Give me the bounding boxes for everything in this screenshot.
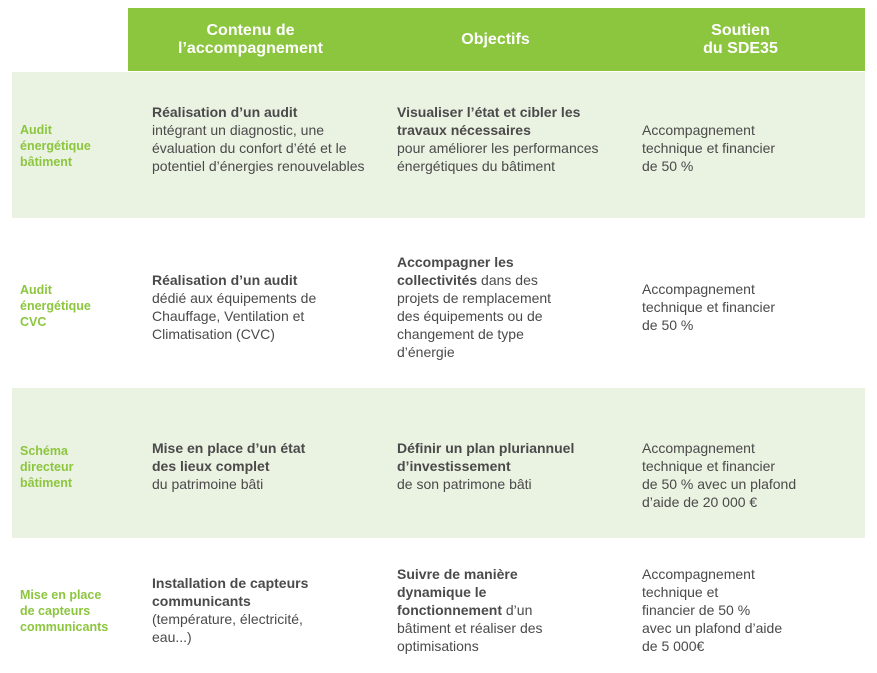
objective-text: d’un bâtiment et réaliser des optimisations (397, 602, 543, 654)
objective-bold: Suivre de manière dynamique le fonctionnement (397, 566, 518, 618)
objective-text: de son patrimone bâti (397, 476, 532, 492)
table-header (128, 8, 865, 71)
content-cell (152, 439, 367, 493)
support-cell: Accompagnement technique et financier de 50 % (642, 122, 776, 174)
row-label: Audit énergétique CVC (20, 283, 91, 329)
table-row (12, 218, 865, 388)
content-cell (152, 574, 367, 646)
content-text: (température, électricité, eau...) (152, 611, 303, 645)
content-text: intégrant un diagnostic, une évaluation du confort d’été et le potentiel d’énergies renouvelables (152, 122, 365, 174)
table-row (12, 538, 865, 673)
row-label: Mise en place de capteurs communicants (20, 588, 109, 634)
content-bold: Installation de capteurs communicants (152, 575, 309, 609)
header-content-label: Contenu de l’accompagnement (178, 21, 323, 57)
table-row (12, 388, 865, 538)
support-cell: Accompagnement technique et financier de 50 % avec un plafond d’aide de 20 000 € (642, 440, 797, 510)
header-objectives (373, 8, 618, 71)
objective-text: pour améliorer les performances énergétiques du bâtiment (397, 140, 599, 174)
content-cell (152, 271, 367, 343)
objective-cell (397, 253, 577, 361)
objective-text: dans des projets de remplacement des équipements ou de changement de type d’énergie (397, 272, 552, 360)
table-row (12, 72, 865, 218)
header-support-label: Soutien du SDE35 (703, 21, 778, 57)
content-text: du patrimoine bâti (152, 476, 264, 492)
content-bold: Réalisation d’un audit (152, 104, 298, 120)
row-label: Schéma directeur bâtiment (20, 444, 74, 490)
objective-cell (397, 565, 572, 655)
objective-bold: Visualiser l’état et cibler les travaux nécessaires (397, 104, 581, 138)
row-label: Audit énergétique bâtiment (20, 123, 91, 169)
header-content (128, 8, 373, 71)
objective-bold: Définir un plan pluriannuel d’investissement (397, 440, 575, 474)
header-objectives-label: Objectifs (461, 30, 530, 48)
objective-cell (397, 103, 612, 175)
objective-bold: Accompagner les collectivités (397, 254, 514, 288)
objective-cell (397, 439, 612, 493)
content-cell (152, 103, 367, 175)
content-bold: Mise en place d’un état des lieux complet (152, 440, 306, 474)
content-text: dédié aux équipements de Chauffage, Ventilation et Climatisation (CVC) (152, 290, 317, 342)
support-cell: Accompagnement technique et financier de 50 % avec un plafond d’aide de 5 000€ (642, 566, 783, 654)
content-bold: Réalisation d’un audit (152, 272, 298, 288)
support-cell: Accompagnement technique et financier de 50 % (642, 281, 776, 333)
header-support (618, 8, 863, 71)
